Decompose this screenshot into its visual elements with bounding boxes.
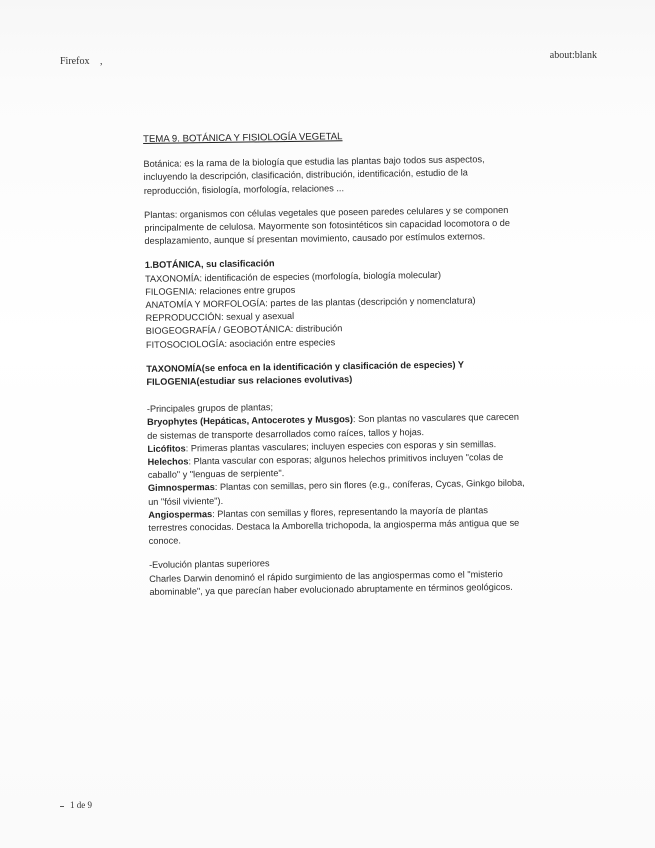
paragraph-plantas: Plantas: organismos con células vegetales que poseen paredes celulares y se componen principalmente de celulosa. Mayormente son fotosintéticos sin capacidad locomotora o de desplazamiento, aunque sí presentan movimiento, causado por estímulos externos. bbox=[144, 204, 511, 247]
taxonomy-heading: TAXONOMÍA(se enfoca en la identificación y clasificación de especies) Y FILOGENIA(estudiar sus relaciones evolutivas) bbox=[146, 359, 464, 388]
classification-item: FILOGENIA: relaciones entre grupos bbox=[145, 284, 296, 297]
group-item bbox=[148, 504, 529, 549]
group-term: Bryophytes (Hepáticas, Antocerotes y Musgos) bbox=[146, 414, 354, 428]
browser-header-left bbox=[60, 56, 102, 67]
classification-item: BIOGEOGRAFÍA / GEOBOTÁNICA: distribución bbox=[145, 323, 343, 337]
document-body bbox=[143, 128, 530, 610]
header-mark: , bbox=[99, 56, 103, 67]
classification-item: FITOSOCIOLOGÍA: asociación entre especies bbox=[145, 336, 336, 350]
page-counter: 1 de 9 bbox=[70, 800, 92, 810]
group-term: Angiospermas bbox=[148, 508, 213, 520]
group-text: : Plantas con semillas y flores, representando la mayoría de plantas terrestres conocidas. Destaca la Amborella trichopoda, la angiosperma más antigua que se conoce. bbox=[148, 505, 520, 547]
classification-section bbox=[145, 254, 526, 352]
classification-item: REPRODUCCIÓN: sexual y asexual bbox=[145, 311, 295, 324]
group-text: : Son plantas no vasculares que carecen de sistemas de transporte desarrollados como raíces, tallos y hojas. bbox=[147, 412, 519, 441]
footer-mark bbox=[60, 806, 64, 807]
document-title: TEMA 9. BOTÁNICA Y FISIOLOGÍA VEGETAL bbox=[143, 131, 343, 145]
evolution-intro: -Evolución plantas superiores bbox=[148, 558, 270, 571]
group-text: : Plantas con semillas, pero sin flores (e.g., coníferas, Cycas, Ginkgo biloba, un "fósil viviente"). bbox=[148, 478, 525, 507]
browser-url: about:blank bbox=[549, 50, 597, 61]
classification-item: TAXONOMÍA: identificación de especies (morfología, biología molecular) bbox=[144, 269, 442, 284]
group-text: : Primeras plantas vasculares; incluyen especies con esporas y sin semillas. bbox=[185, 438, 497, 454]
groups-intro: -Principales grupos de plantas; bbox=[146, 402, 274, 415]
group-text: : Planta vascular con esporas; algunos helechos primitivos incluyen "colas de caballo" y "lenguas de serpiente". bbox=[147, 452, 504, 481]
classification-heading: 1.BOTÁNICA, su clasificación bbox=[144, 258, 275, 271]
browser-name: Firefox bbox=[60, 56, 90, 67]
group-term: Licófitos bbox=[147, 443, 186, 454]
group-term: Helechos bbox=[147, 456, 189, 468]
group-term: Gimnospermas bbox=[147, 482, 215, 494]
plant-groups-section bbox=[147, 398, 529, 549]
paragraph-botanica: Botánica: es la rama de la biología que estudia las plantas bajo todos sus aspectos, incluyendo la descripción, clasificación, distribución, identificación, estudio de la reproducción, fisiología, morfología, relaciones ... bbox=[143, 154, 485, 196]
evolution-text: Charles Darwin denominó el rápido surgimiento de las angiospermas como el "misterio abominable", ya que parecían haber evolucionado abruptamente en términos geológicos. bbox=[149, 568, 513, 597]
evolution-section bbox=[149, 554, 530, 599]
classification-item: ANATOMÍA Y MORFOLOGÍA: partes de las plantas (descripción y nomenclatura) bbox=[145, 295, 476, 311]
